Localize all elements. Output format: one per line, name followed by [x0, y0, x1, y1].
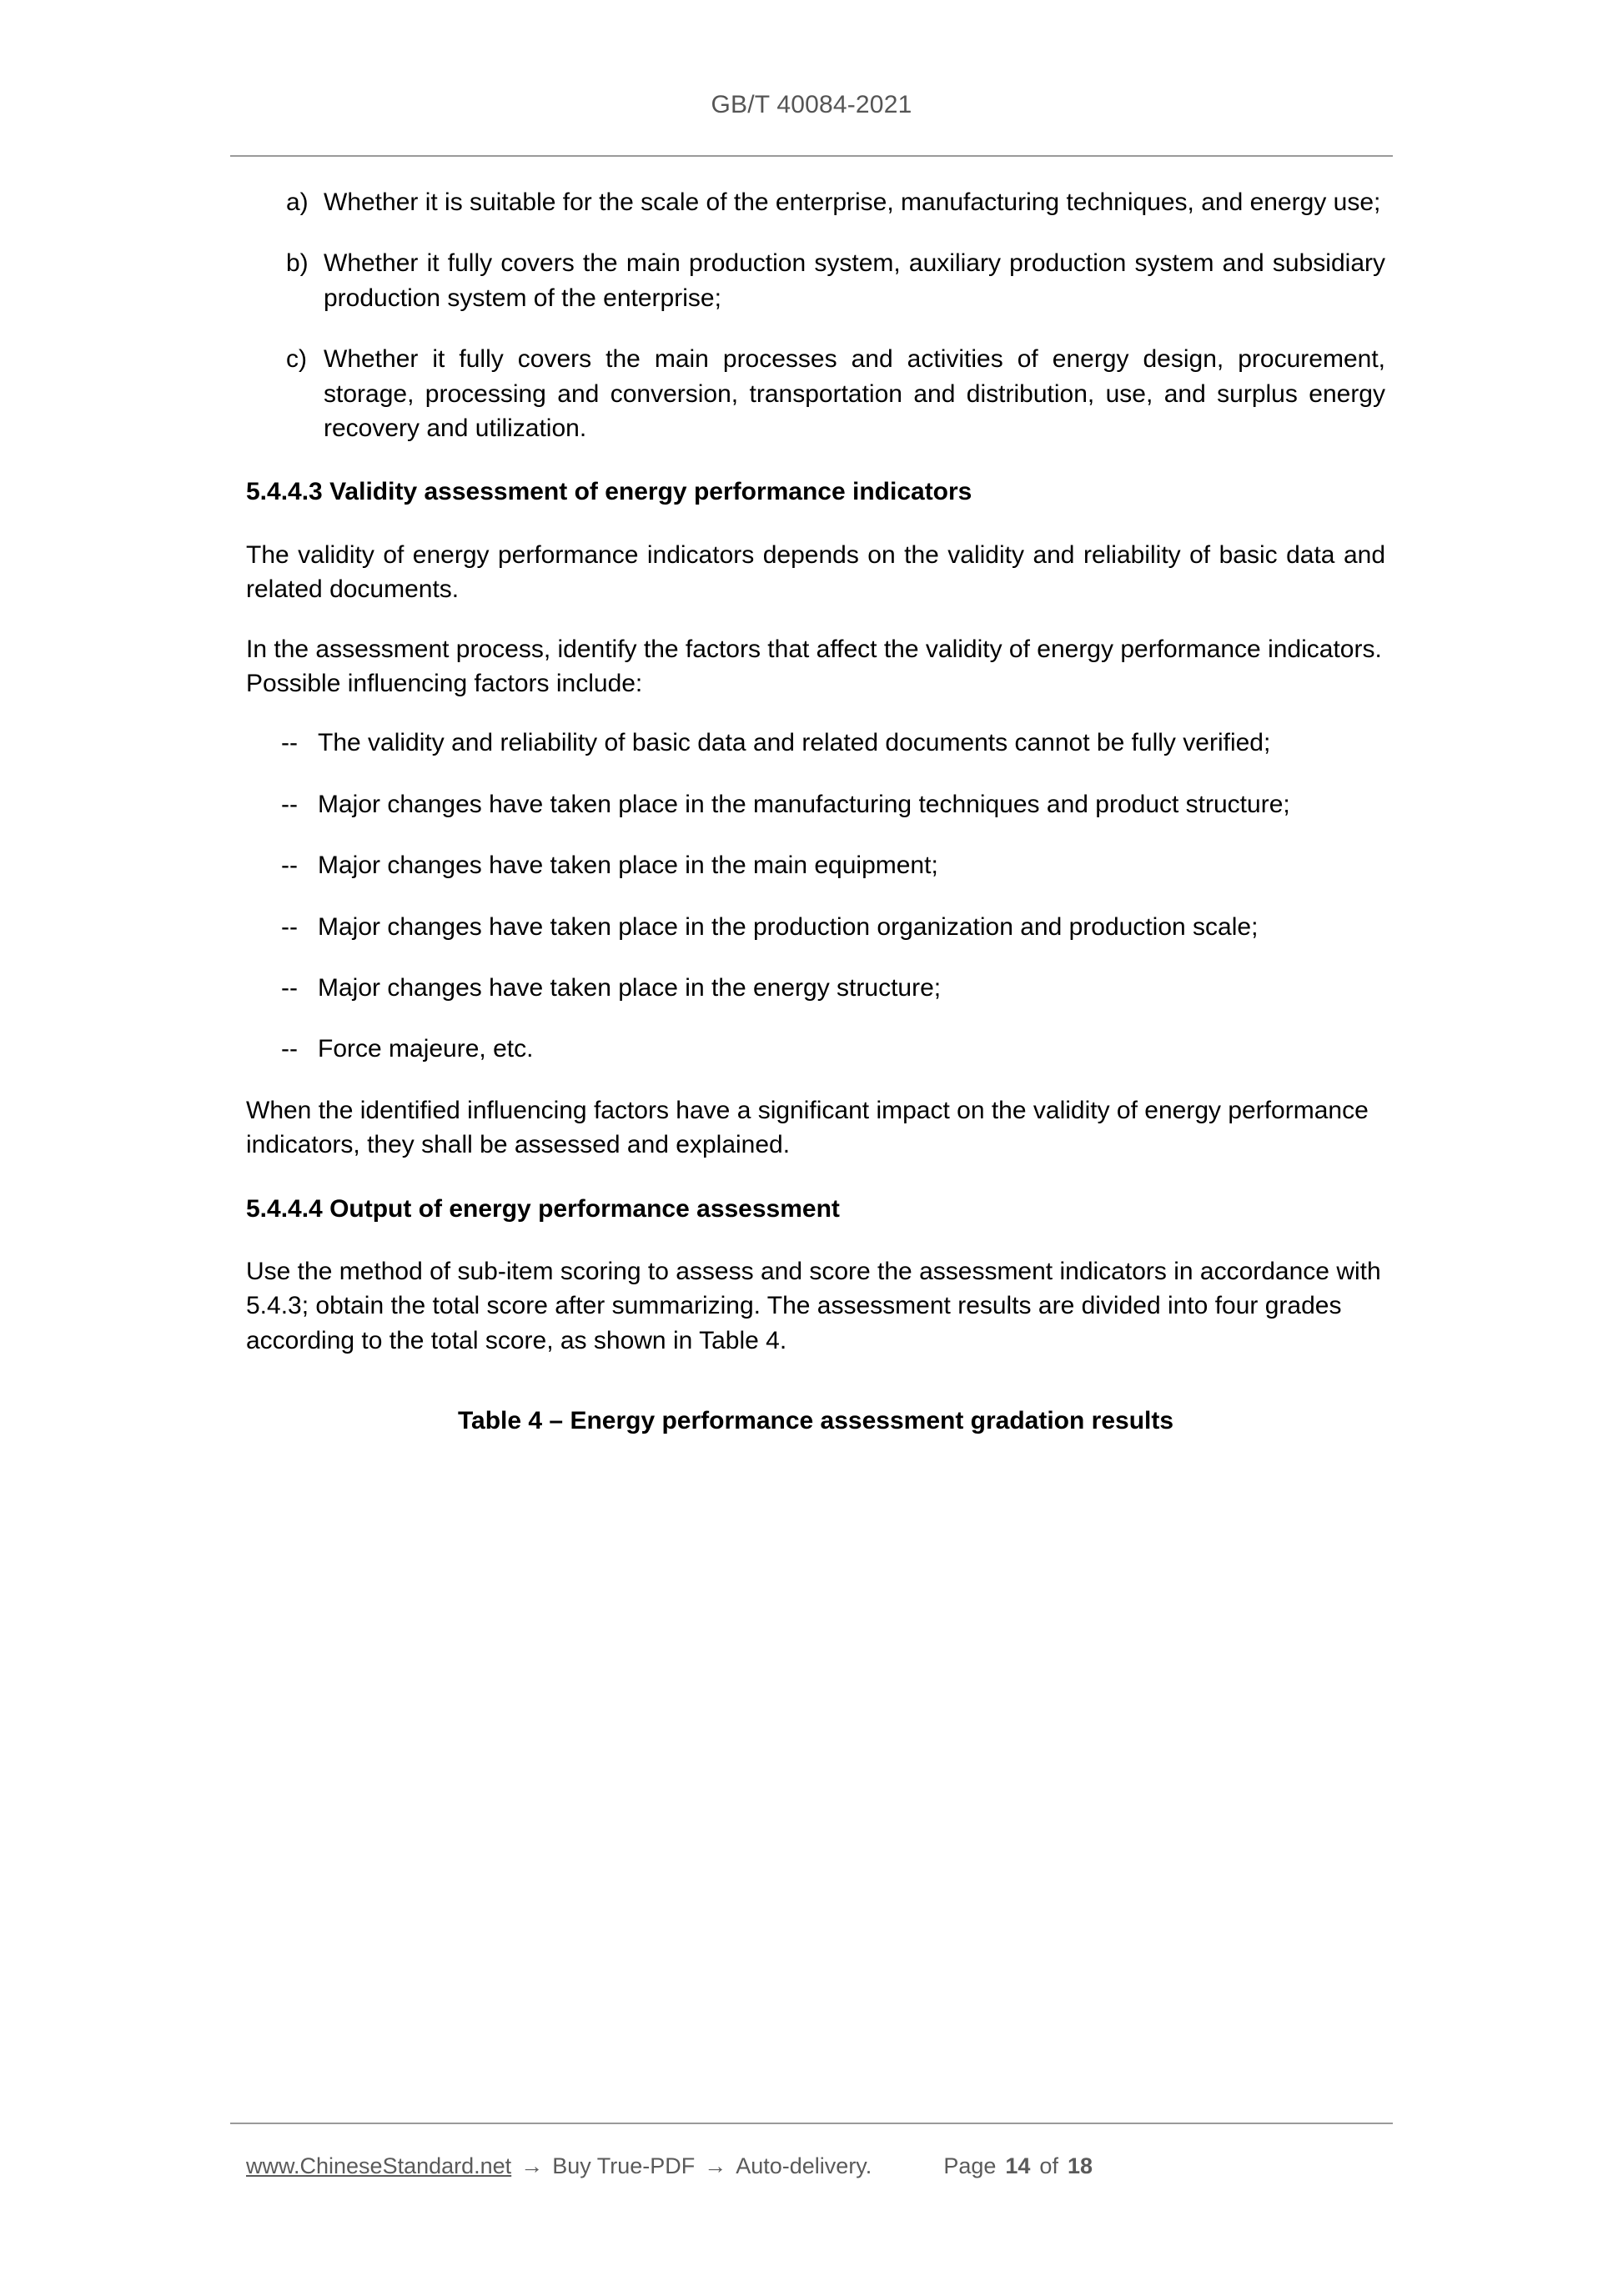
- list-item-text: Major changes have taken place in the production organization and production scale;: [318, 912, 1259, 941]
- section-heading-5-4-4-4: 5.4.4.4 Output of energy performance assessment: [246, 1194, 840, 1223]
- page-indicator: [943, 2153, 1093, 2179]
- footer-divider: [230, 2123, 1393, 2124]
- buy-true-pdf-label: Buy True-PDF: [552, 2153, 696, 2178]
- list-item-text: Major changes have taken place in the manufacturing techniques and product structure;: [318, 790, 1290, 818]
- influencing-factors-list: [246, 726, 1385, 1066]
- list-item: [246, 342, 1385, 445]
- paragraph-validity: The validity of energy performance indicators depends on the validity and reliability of basic data and related documents.: [246, 540, 1385, 604]
- list-marker: --: [281, 729, 298, 757]
- header-divider: [230, 155, 1393, 157]
- arrow-right-icon: →: [520, 2153, 544, 2178]
- list-item: [246, 726, 1385, 760]
- chinese-standard-link[interactable]: www.ChineseStandard.net: [246, 2153, 512, 2178]
- list-item: [246, 848, 1385, 882]
- paragraph-sub-item-scoring: Use the method of sub-item scoring to assess and score the assessment indicators in accordance with 5.4.3; obtain the total score after summarizing. The assessment results are divided into four grades according to the total score, as shown in Table 4.: [246, 1258, 1381, 1354]
- standard-code-header: GB/T 40084-2021: [711, 91, 912, 118]
- page-header: [230, 90, 1393, 120]
- list-marker: --: [281, 912, 298, 941]
- criteria-lettered-list: [246, 185, 1385, 445]
- arrow-right-icon: →: [704, 2153, 727, 2178]
- paragraph-significant-impact: When the identified influencing factors have a significant impact on the validity of energy performance indicators, they shall be assessed and explained.: [246, 1096, 1369, 1159]
- auto-delivery-label: Auto-delivery.: [736, 2153, 872, 2178]
- page-footer: [246, 2153, 1393, 2179]
- list-item-text: Force majeure, etc.: [318, 1035, 534, 1063]
- list-item-text: Whether it fully covers the main processes and activities of energy design, procurement, storage, processing and conversion, transportation and distribution, use, and surplus energy recovery and utilization.: [324, 345, 1385, 442]
- list-marker: b): [286, 249, 309, 278]
- list-item-text: Major changes have taken place in the main equipment;: [318, 852, 938, 880]
- list-item: [246, 971, 1385, 1005]
- list-item: [246, 185, 1385, 219]
- list-item-text: Major changes have taken place in the energy structure;: [318, 973, 942, 1002]
- page-label: Page: [943, 2153, 997, 2178]
- paragraph-assessment-process: In the assessment process, identify the factors that affect the validity of energy performance indicators. Possible influencing factors include:: [246, 635, 1382, 698]
- list-item: [246, 246, 1385, 315]
- list-marker: --: [281, 790, 298, 818]
- footer-promo: [246, 2153, 872, 2179]
- list-item-text: Whether it is suitable for the scale of the enterprise, manufacturing techniques, and energy use;: [324, 188, 1381, 216]
- total-page-number: 18: [1067, 2153, 1093, 2178]
- table-4-caption: Table 4 – Energy performance assessment gradation results: [457, 1407, 1174, 1435]
- list-marker: a): [286, 188, 309, 216]
- of-label: of: [1039, 2153, 1058, 2178]
- current-page-number: 14: [1005, 2153, 1031, 2178]
- list-item: [246, 910, 1385, 944]
- list-marker: --: [281, 852, 298, 880]
- list-item: [246, 787, 1385, 821]
- list-marker: --: [281, 1035, 298, 1063]
- section-heading-5-4-4-3: 5.4.4.3 Validity assessment of energy performance indicators: [246, 478, 972, 506]
- list-marker: c): [286, 345, 307, 374]
- list-item: [246, 1032, 1385, 1066]
- list-item-text: The validity and reliability of basic data and related documents cannot be fully verified;: [318, 729, 1271, 757]
- page-content: [246, 185, 1385, 1439]
- list-item-text: Whether it fully covers the main production system, auxiliary production system and subsidiary production system of the enterprise;: [324, 249, 1385, 312]
- list-marker: --: [281, 973, 298, 1002]
